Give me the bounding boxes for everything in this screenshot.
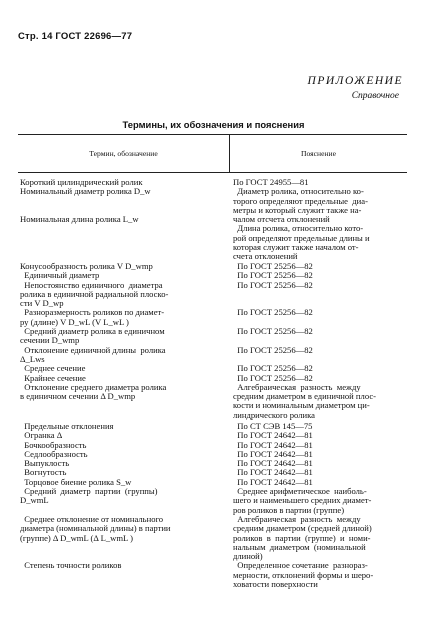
term-group-1: Короткий цилиндрический ролик Номинальный диаметр ролика D_w Номинальная длина ролика L_w — [20, 177, 151, 225]
term-group-2: Конусообразность ролика V D_wmp Единичный диаметр Непостоянство единичного диаметра ролика в единичной радиальной плоско- сти V D_wp Разноразмерность роликов по диамет- ру (длине) V D_wL (V L_wL ) Средний диаметр ролика в единичном сечении D_wmp Отклонение единичной длины ролика Δ_Lws Среднее сечение Крайнее сечение Отклонение среднего диаметра ролика в единичном сечении Δ D_wmp — [20, 261, 169, 402]
appendix-note: Справочное — [351, 91, 399, 101]
explanation-group-1: По ГОСТ 24955—81 Диаметр ролика, относительно ко- торого определяют предельные диа- метры и который служит также на- чалом отсчета отклонений Длина ролика, относительно кото- рой определяют предельные длины и которая служит также началом от- счета отклонений — [233, 177, 370, 262]
page-header: Стр. 14 ГОСТ 22696—77 — [18, 31, 133, 42]
explanation-group-2: По ГОСТ 25256—82 По ГОСТ 25256—82 По ГОСТ 25256—82 По ГОСТ 25256—82 По ГОСТ 25256—82 По ГОСТ 25256—82 По ГОСТ 25256—82 По ГОСТ 25256—82 Алгебраическая разность между средним диаметром в единичной плос- кости и номинальным диаметром ци- линдрического ролика — [233, 261, 377, 420]
appendix-title: ПРИЛОЖЕНИЕ — [307, 75, 403, 87]
header-bottom-rule — [18, 172, 407, 173]
column-header-explanation: Пояснение — [301, 149, 336, 158]
explanation-group-3: По СТ СЭВ 145—75 По ГОСТ 24642—81 По ГОСТ 24642—81 По ГОСТ 24642—81 По ГОСТ 24642—81 По ГОСТ 24642—81 По ГОСТ 24642—81 Среднее арифметическое наиболь- шего и наименьшего средних диамет- ров роликов в партии (группе) Алгебраическая разность между средним диаметром (средней длиной) роликов в партии (группе) и номи- нальным диаметром (номинальной длиной) Определенное сочетание разнораз- мерности, отклонений формы и шеро- ховатости поверхности — [233, 421, 374, 590]
table-top-rule — [18, 134, 407, 135]
column-header-term: Термин, обозначение — [89, 149, 158, 158]
term-group-3: Предельные отклонения Огранка Δ Бочкообразность Седлообразность Выпуклость Вогнутость Торцовое биение ролика S_w Средний диаметр партии (группы) D_wmL Среднее отклонение от номинального диаметра (номинальной длины) в партии (группе) Δ D_wmL (Δ L_wmL ) Степень точности роликов — [20, 421, 171, 571]
table-title: Термины, их обозначения и пояснения — [122, 119, 305, 130]
